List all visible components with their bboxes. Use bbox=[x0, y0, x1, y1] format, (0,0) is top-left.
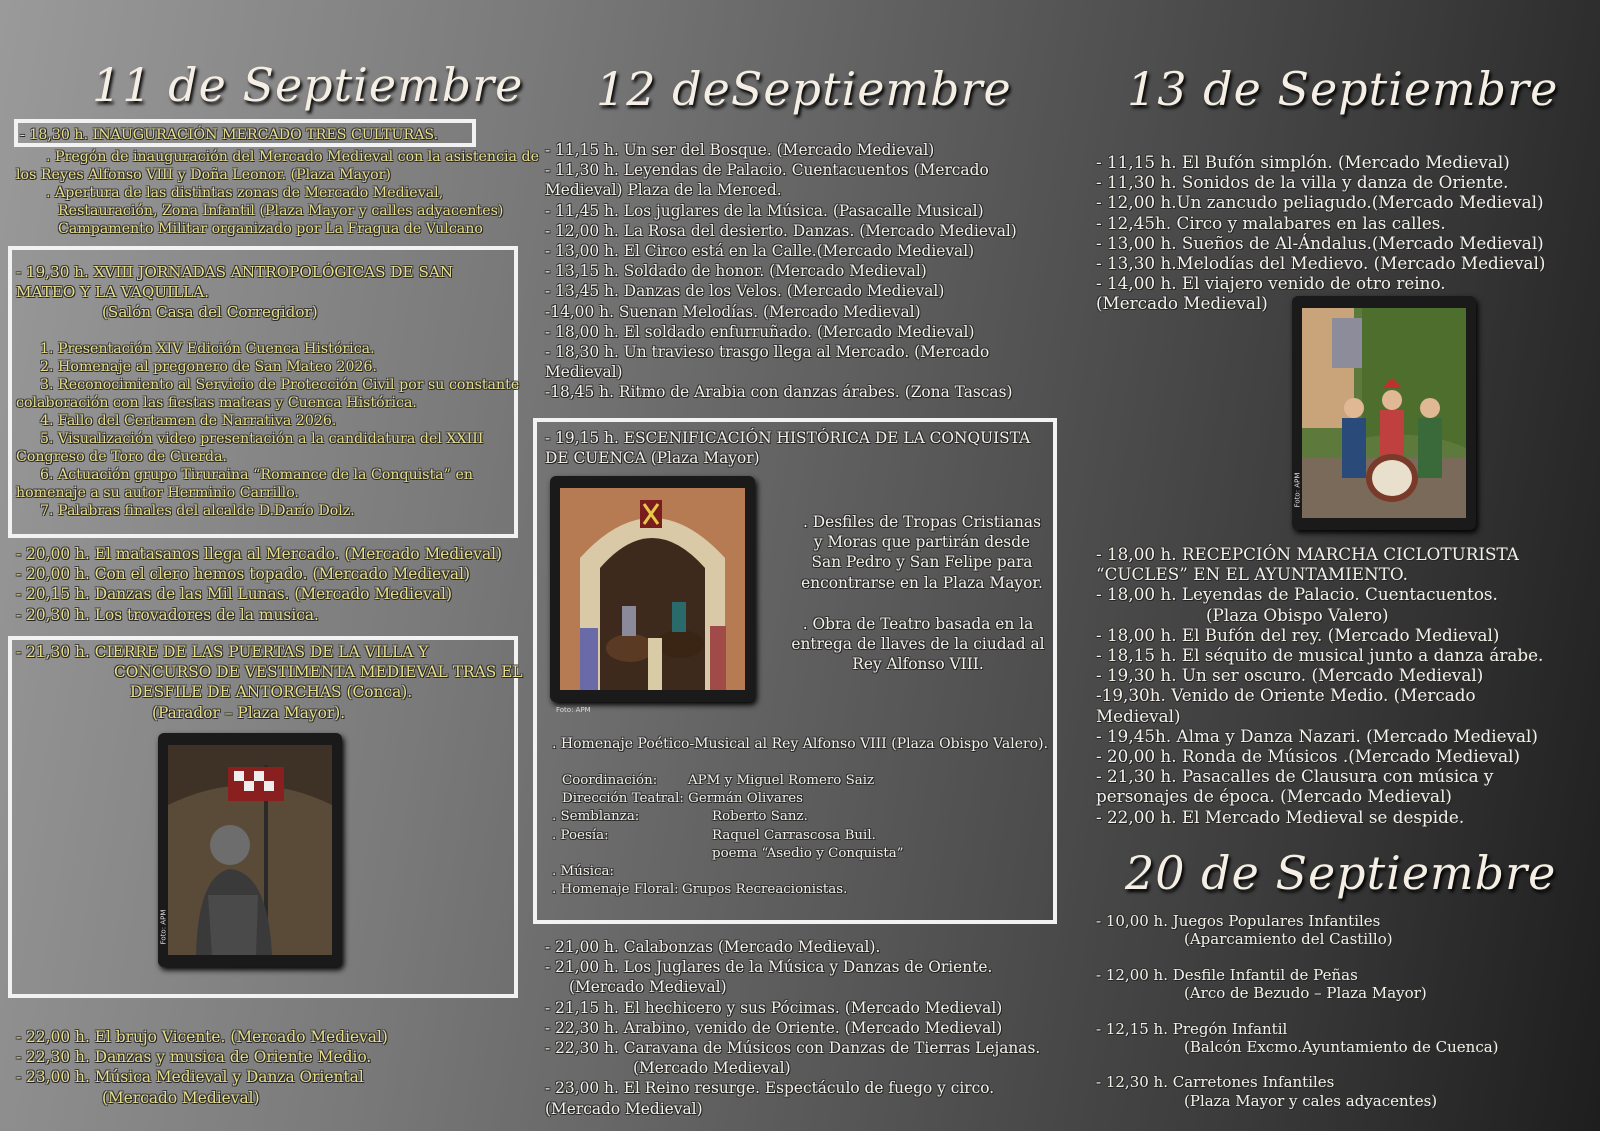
event-line: - 18,00 h. El Bufón del rey. (Mercado Medieval) bbox=[1096, 624, 1500, 645]
teatro-line: . Obra de Teatro basada en la bbox=[802, 615, 1034, 633]
kids-place: (Arco de Bezudo – Plaza Mayor) bbox=[1184, 984, 1427, 1003]
event-line: - 13,15 h. Soldado de honor. (Mercado Medieval) bbox=[545, 262, 927, 281]
event-line: - 13,45 h. Danzas de los Velos. (Mercado Medieval) bbox=[545, 282, 945, 301]
day-title-20: 20 de Septiembre bbox=[1125, 846, 1557, 900]
event-line: - 22,30 h. Caravana de Músicos con Danzas de Tierras Lejanas. bbox=[545, 1039, 1041, 1058]
credit-value: Roberto Sanz. bbox=[712, 809, 808, 825]
event-line: - 13,00 h. El Circo está en la Calle.(Mercado Medieval) bbox=[545, 242, 975, 261]
jornadas-line: colaboración con las fiestas mateas y Cuenca Histórica. bbox=[16, 395, 417, 411]
credit-row bbox=[552, 845, 904, 863]
event-line: - 11,15 h. El Bufón simplón. (Mercado Medieval) bbox=[1096, 152, 1510, 172]
event-line: - 19,45h. Alma y Danza Nazari. (Mercado Medieval) bbox=[1096, 725, 1538, 746]
event-line: - 12,00 h.Un zancudo peliagudo.(Mercado Medieval) bbox=[1096, 192, 1544, 213]
event-line: - 21,15 h. El hechicero y sus Pócimas. (Mercado Medieval) bbox=[545, 998, 1003, 1017]
credit-label: . Homenaje Floral: bbox=[552, 882, 679, 898]
conquista-photo bbox=[550, 476, 755, 702]
event-line: (Mercado Medieval) bbox=[545, 1099, 703, 1118]
event-line: - 21,00 h. Los Juglares de la Música y Danzas de Oriente. bbox=[545, 958, 993, 977]
credit-label: . Semblanza: bbox=[552, 809, 640, 825]
credit-row bbox=[552, 808, 904, 826]
morning-events-13 bbox=[1096, 152, 1545, 314]
cierre-line: CONCURSO DE VESTIMENTA MEDIEVAL TRAS EL bbox=[114, 663, 523, 682]
event-line: - 23,00 h. Música Medieval y Danza Oriental bbox=[16, 1068, 364, 1087]
event-line: Medieval) bbox=[545, 363, 623, 382]
detail-line: . Apertura de las distintas zonas de Mercado Medieval, bbox=[46, 185, 444, 201]
event-line: - 12,00 h. La Rosa del desierto. Danzas. (Mercado Medieval) bbox=[545, 221, 1017, 240]
jornadas-line: 1. Presentación XIV Edición Cuenca Histórica. bbox=[40, 341, 375, 357]
event-line: - 19,30 h. Un ser oscuro. (Mercado Medieval) bbox=[1096, 665, 1484, 686]
desfiles-line: encontrarse en la Plaza Mayor. bbox=[801, 573, 1043, 592]
cierre-line: - 21,30 h. CIERRE DE LAS PUERTAS DE LA VILLA Y bbox=[16, 643, 429, 661]
event-line: -14,00 h. Suenan Melodías. (Mercado Medieval) bbox=[545, 302, 921, 321]
jornadas-line: 4. Fallo del Certamen de Narrativa 2026. bbox=[40, 413, 337, 429]
event-line: “CUCLES” EN EL AYUNTAMIENTO. bbox=[1096, 564, 1408, 585]
photo-credit: Foto: APM bbox=[1293, 472, 1302, 508]
event-line: - 18,00 h. Leyendas de Palacio. Cuentacuentos. bbox=[1096, 584, 1498, 605]
photo-credit: Foto: APM bbox=[556, 706, 591, 714]
event-line: - 20,30 h. Los trovadores de la musica. bbox=[16, 605, 319, 624]
event-line: - 11,30 h. Sonidos de la villa y danza de Oriente. bbox=[1096, 172, 1509, 193]
credit-label: Coordinación: bbox=[562, 773, 658, 788]
cierre-content bbox=[16, 642, 523, 723]
teatro-line: entrega de llaves de la ciudad al bbox=[791, 635, 1045, 654]
credit-row bbox=[562, 790, 904, 808]
event-line: - 11,45 h. Los juglares de la Música. (Pasacalle Musical) bbox=[545, 201, 984, 220]
jornadas-line: homenaje a su autor Herminio Carrillo. bbox=[16, 485, 300, 501]
knight-photo bbox=[158, 733, 342, 967]
homenaje-line: . Homenaje Poético-Musical al Rey Alfonso VIII (Plaza Obispo Valero). bbox=[552, 736, 1049, 752]
afternoon-events-13 bbox=[1096, 544, 1543, 827]
credit-row bbox=[552, 863, 904, 881]
credit-row bbox=[562, 772, 904, 790]
event-line: personajes de época. (Mercado Medieval) bbox=[1096, 786, 1452, 807]
desfiles-line: . Desfiles de Tropas Cristianas bbox=[803, 513, 1041, 531]
event-line: (Mercado Medieval) bbox=[1096, 293, 1268, 314]
credits-block bbox=[552, 772, 904, 899]
jornadas-line: - 19,30 h. XVIII JORNADAS ANTROPOLÓGICAS DE SAN bbox=[16, 263, 454, 281]
kids-place: (Aparcamiento del Castillo) bbox=[1184, 930, 1393, 949]
detail-line: los Reyes Alfonso VIII y Doña Leonor. (Plaza Mayor) bbox=[16, 167, 391, 183]
conquista-heading-line: - 19,15 h. ESCENIFICACIÓN HISTÓRICA DE LA CONQUISTA bbox=[545, 429, 1031, 447]
event-line: - 12,45h. Circo y malabares en las calles. bbox=[1096, 212, 1446, 233]
credit-label: Dirección Teatral: Germán Olivares bbox=[562, 791, 804, 807]
event-line: - 22,30 h. Danzas y musica de Oriente Medio. bbox=[16, 1048, 372, 1067]
jornadas-line: 7. Palabras finales del alcalde D.Darío Dolz. bbox=[40, 503, 355, 519]
credit-row bbox=[552, 881, 904, 899]
night-events bbox=[16, 1027, 388, 1108]
credit-value: Grupos Recreacionistas. bbox=[682, 882, 848, 898]
jornadas-line: 6. Actuación grupo Tiruraina “Romance de la Conquista” en bbox=[40, 467, 474, 483]
event-line: - 21,30 h. Pasacalles de Clausura con música y bbox=[1096, 766, 1494, 787]
conquista-heading-line: DE CUENCA (Plaza Mayor) bbox=[545, 449, 760, 468]
event-line: - 20,15 h. Danzas de las Mil Lunas. (Mercado Medieval) bbox=[16, 585, 452, 604]
kids-item bbox=[1096, 1020, 1499, 1057]
kids-events bbox=[1096, 912, 1499, 1110]
event-line: - 21,00 h. Calabonzas (Mercado Medieval). bbox=[545, 938, 881, 956]
event-line: - 14,00 h. El viajero venido de otro reino. bbox=[1096, 273, 1446, 294]
morning-events-12 bbox=[545, 140, 1017, 403]
teatro-text bbox=[782, 614, 1054, 675]
teatro-line: Rey Alfonso VIII. bbox=[852, 655, 984, 674]
event-line: - 11,30 h. Leyendas de Palacio. Cuentacuentos (Mercado bbox=[545, 161, 989, 180]
credit-label: . Poesía: bbox=[552, 827, 609, 843]
event-line: - 18,30 h. Un travieso trasgo llega al Mercado. (Mercado bbox=[545, 343, 990, 362]
evening-events bbox=[16, 544, 502, 625]
night-events-12 bbox=[545, 937, 1040, 1119]
event-line: (Plaza Obispo Valero) bbox=[1206, 604, 1389, 625]
kids-line: - 12,30 h. Carretones Infantiles bbox=[1096, 1073, 1335, 1092]
musicians-photo bbox=[1292, 296, 1476, 530]
kids-line: - 10,00 h. Juegos Populares Infantiles bbox=[1096, 912, 1381, 930]
event-line: - 18,00 h. El soldado enfurruñado. (Mercado Medieval) bbox=[545, 322, 975, 341]
jornadas-line: (Salón Casa del Corregidor) bbox=[102, 303, 318, 321]
jornadas-line: 2. Homenaje al pregonero de San Mateo 2026. bbox=[40, 359, 378, 375]
event-line: - 18,15 h. El séquito de musical junto a danza árabe. bbox=[1096, 645, 1544, 666]
event-line: Medieval) bbox=[1096, 705, 1181, 726]
kids-line: - 12,15 h. Pregón Infantil bbox=[1096, 1019, 1288, 1038]
cierre-line: (Parador – Plaza Mayor). bbox=[152, 703, 346, 722]
credit-value: APM y Miguel Romero Saiz bbox=[688, 773, 875, 788]
event-line: - 22,00 h. El brujo Vicente. (Mercado Medieval) bbox=[16, 1028, 388, 1046]
procession-scene-icon bbox=[560, 488, 745, 690]
event-line: - 22,00 h. El Mercado Medieval se despide. bbox=[1096, 806, 1465, 827]
jornadas-line: MATEO Y LA VAQUILLA. bbox=[16, 283, 210, 301]
event-line: - 11,15 h. Un ser del Bosque. (Mercado Medieval) bbox=[545, 141, 935, 159]
day-title-13: 13 de Septiembre bbox=[1127, 62, 1559, 116]
event-line: -18,45 h. Ritmo de Arabia con danzas árabes. (Zona Tascas) bbox=[545, 383, 1013, 402]
credit-row bbox=[552, 827, 904, 845]
event-line: Medieval) Plaza de la Merced. bbox=[545, 181, 782, 200]
desfiles-line: San Pedro y San Felipe para bbox=[811, 553, 1033, 572]
knight-figure-icon bbox=[168, 745, 332, 955]
day-title-12: 12 deSeptiembre bbox=[596, 62, 1012, 116]
kids-line: - 12,00 h. Desfile Infantil de Peñas bbox=[1096, 965, 1358, 984]
jornadas-line: 3. Reconocimiento al Servicio de Protección Civil por su constante bbox=[40, 377, 520, 393]
event-line: - 13,00 h. Sueños de Al-Ándalus.(Mercado Medieval) bbox=[1096, 232, 1544, 253]
event-line: - 20,00 h. El matasanos llega al Mercado. (Mercado Medieval) bbox=[16, 545, 503, 563]
event-line: -19,30h. Venido de Oriente Medio. (Mercado bbox=[1096, 685, 1476, 706]
kids-item bbox=[1096, 912, 1499, 949]
credit-label: . Música: bbox=[552, 864, 614, 880]
inauguration-details bbox=[16, 148, 539, 238]
kids-place: (Plaza Mayor y cales adyacentes) bbox=[1184, 1091, 1438, 1110]
kids-item bbox=[1096, 1073, 1499, 1110]
detail-line: . Pregón de inauguración del Mercado Medieval con la asistencia de bbox=[46, 149, 539, 165]
event-line: - 13,30 h.Melodías del Medievo. (Mercado Medieval) bbox=[1096, 253, 1546, 274]
desfiles-line: y Moras que partirán desde bbox=[813, 533, 1031, 552]
jornadas-content bbox=[16, 262, 520, 520]
day-title-11: 11 de Septiembre bbox=[92, 58, 524, 112]
inauguration-heading: - 18,30 h. INAUGURACIÓN MERCADO TRES CULTURAS. bbox=[20, 127, 439, 143]
event-line: - 18,00 h. RECEPCIÓN MARCHA CICLOTURISTA bbox=[1096, 544, 1519, 564]
credit-value: Raquel Carrascosa Buil. bbox=[712, 827, 876, 843]
jornadas-line: 5. Visualización video presentación a la candidatura del XXIII bbox=[40, 431, 484, 447]
kids-place: (Balcón Excmo.Ayuntamiento de Cuenca) bbox=[1184, 1038, 1499, 1057]
event-line: (Mercado Medieval) bbox=[102, 1088, 260, 1107]
event-line: - 20,00 h. Con el clero hemos topado. (Mercado Medieval) bbox=[16, 565, 471, 584]
credit-value: poema “Asedio y Conquista” bbox=[712, 845, 904, 861]
event-line: - 22,30 h. Arabino, venido de Oriente. (Mercado Medieval) bbox=[545, 1018, 1003, 1037]
desfiles-text bbox=[790, 512, 1054, 593]
musicians-scene-icon bbox=[1302, 308, 1466, 518]
kids-item bbox=[1096, 966, 1499, 1003]
event-line: - 20,00 h. Ronda de Músicos .(Mercado Medieval) bbox=[1096, 746, 1521, 767]
conquista-heading bbox=[545, 428, 1030, 468]
event-line: (Mercado Medieval) bbox=[633, 1059, 791, 1078]
cierre-line: DESFILE DE ANTORCHAS (Conca). bbox=[130, 683, 413, 702]
jornadas-line: Congreso de Toro de Cuerda. bbox=[16, 449, 228, 465]
jornadas-line bbox=[16, 322, 512, 340]
event-line: (Mercado Medieval) bbox=[569, 978, 727, 997]
detail-line: Campamento Militar organizado por La Fragua de Vulcano bbox=[58, 221, 483, 237]
event-line: - 23,00 h. El Reino resurge. Espectáculo de fuego y circo. bbox=[545, 1079, 995, 1098]
photo-credit: Foto: APM bbox=[159, 909, 168, 945]
detail-line: Restauración, Zona Infantil (Plaza Mayor y calles adyacentes) bbox=[58, 203, 504, 219]
